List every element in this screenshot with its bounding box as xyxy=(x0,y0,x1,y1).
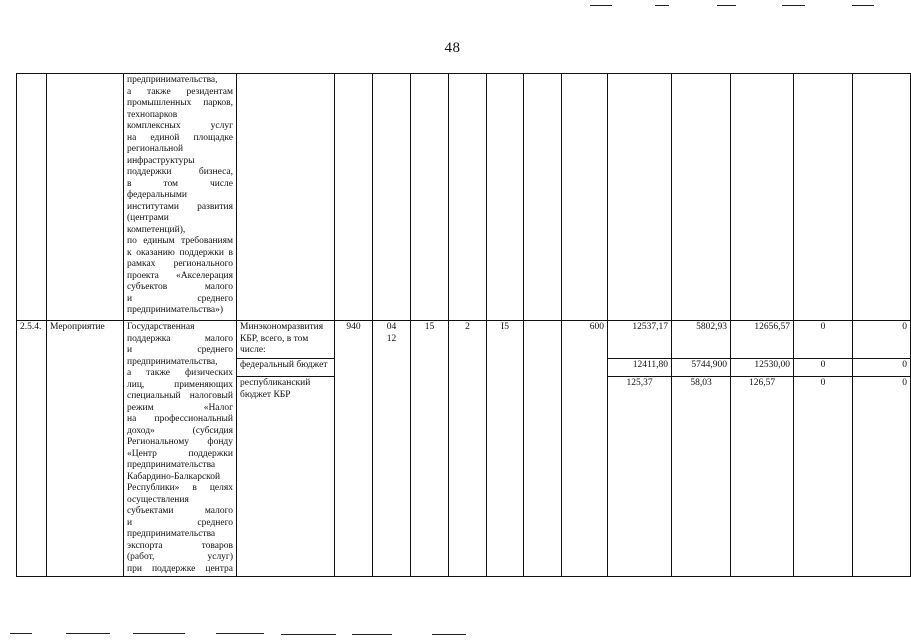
description-line: технопарков xyxy=(127,109,178,120)
funding-source: Минэкономразвития КБР, всего, в том числе: xyxy=(237,321,335,359)
description-line: при поддержке центра xyxy=(127,563,233,574)
description-line: а также резидентам xyxy=(127,86,233,97)
cell-number xyxy=(17,74,47,321)
description-line: и среднего xyxy=(127,345,233,355)
cs-code-2: 2 xyxy=(449,321,487,577)
year-2-value: 5802,93 xyxy=(672,321,731,359)
description-line: комплексных услуг xyxy=(127,121,233,131)
year-4-value: 0 xyxy=(794,359,853,377)
year-5-value: 0 xyxy=(853,377,911,577)
description-line: и среднего xyxy=(127,517,233,528)
description-line: поддержка малого xyxy=(127,333,233,344)
scan-artifact-bottom xyxy=(10,633,32,634)
year-3-value: 12656,57 xyxy=(731,321,794,359)
description-line: на единой площадке xyxy=(127,132,233,143)
scan-artifact-bottom xyxy=(432,634,466,635)
pr-code: 12 xyxy=(386,333,397,344)
scan-artifact-bottom xyxy=(66,633,110,634)
vr-code: 600 xyxy=(562,321,608,577)
description-line: на профессиональный xyxy=(127,414,233,424)
description-line: доход» (субсидия xyxy=(127,425,233,436)
description-line: инфраструктуры xyxy=(127,155,195,166)
cs-code-1: 15 xyxy=(411,321,449,577)
description-line: Региональному фонду xyxy=(127,437,233,447)
item-description xyxy=(124,321,237,577)
description-line: субъектами малого xyxy=(127,506,233,516)
description-line: предпринимательства, xyxy=(127,75,218,85)
scan-artifact-bottom xyxy=(281,634,336,635)
description-line: осуществления xyxy=(127,494,189,505)
description-line: предпринимательства xyxy=(127,529,216,539)
description-line: предпринимательства») xyxy=(127,305,224,315)
scan-artifact-top xyxy=(717,5,736,6)
description-line: и среднего xyxy=(127,293,233,304)
year-3-value: 126,57 xyxy=(731,377,794,577)
year-1-value: 12411,80 xyxy=(608,359,672,377)
funding-source: федеральный бюджет xyxy=(237,359,335,377)
cell-source xyxy=(237,74,335,321)
description-line: Государственная xyxy=(127,322,195,332)
description-line: (работ, услуг) xyxy=(127,552,233,562)
scan-artifact-top xyxy=(782,5,805,6)
year-2-value: 58,03 xyxy=(672,377,731,577)
scan-artifact-top xyxy=(655,5,669,6)
description-line: а также физических xyxy=(127,368,233,378)
item-number: 2.5.4. xyxy=(17,321,47,577)
description-line: экспорта товаров xyxy=(127,540,233,551)
cs-code-3: I5 xyxy=(487,321,524,577)
description-line: Кабардино-Балкарской xyxy=(127,471,221,482)
year-2-value: 5744,900 xyxy=(672,359,731,377)
scan-artifact-top xyxy=(852,5,874,6)
description-line: лиц, применяющих xyxy=(127,379,233,390)
description-line: промышленных парков, xyxy=(127,98,233,108)
description-line: «Центр поддержки xyxy=(127,448,233,459)
description-line: Республики» в целях xyxy=(127,483,233,493)
table-row-previous xyxy=(17,74,911,321)
program-table xyxy=(16,73,911,577)
scan-artifact-bottom xyxy=(352,634,392,635)
page-cutoff xyxy=(0,579,905,640)
year-4-value: 0 xyxy=(794,321,853,359)
description-line: режим «Налог xyxy=(127,402,233,413)
description-line: субъектов малого xyxy=(127,282,233,292)
funding-source: республиканский бюджет КБР xyxy=(237,377,335,577)
description-line: федеральными xyxy=(127,190,187,200)
description-line: предпринимательства, xyxy=(127,356,218,367)
description-line: проекта «Акселерация xyxy=(127,270,233,281)
year-3-value: 12530,00 xyxy=(731,359,794,377)
year-1-value: 12537,17 xyxy=(608,321,672,359)
description-line: институтами развития xyxy=(127,201,233,212)
description-line: к оказанию поддержки в xyxy=(127,247,233,258)
description-line: рамках регионального xyxy=(127,259,233,269)
cell-description xyxy=(124,74,237,321)
description-line: компетенций), xyxy=(127,224,186,235)
description-line: региональной xyxy=(127,144,184,154)
scan-artifact-top xyxy=(590,5,612,6)
table-row xyxy=(17,321,911,359)
scan-artifact-bottom xyxy=(216,633,264,634)
description-line: специальный налоговый xyxy=(127,391,233,401)
year-1-value: 125,37 xyxy=(608,377,672,577)
rz-code: 04 xyxy=(386,322,397,332)
item-type: Мероприятие xyxy=(47,321,124,577)
year-5-value: 0 xyxy=(853,359,911,377)
year-4-value: 0 xyxy=(794,377,853,577)
year-5-value: 0 xyxy=(853,321,911,359)
description-line: (центрами xyxy=(127,213,169,223)
description-line: в том числе xyxy=(127,178,233,189)
rz-pr-code xyxy=(373,321,411,577)
scan-artifact-bottom xyxy=(133,633,185,634)
cs-code-4 xyxy=(524,321,562,577)
description-line: предпринимательства xyxy=(127,460,216,470)
description-line: по единым требованиям xyxy=(127,236,233,246)
grbs-code: 940 xyxy=(335,321,373,577)
cell-type xyxy=(47,74,124,321)
description-line: поддержки бизнеса, xyxy=(127,167,233,177)
page-number: 48 xyxy=(444,40,461,56)
